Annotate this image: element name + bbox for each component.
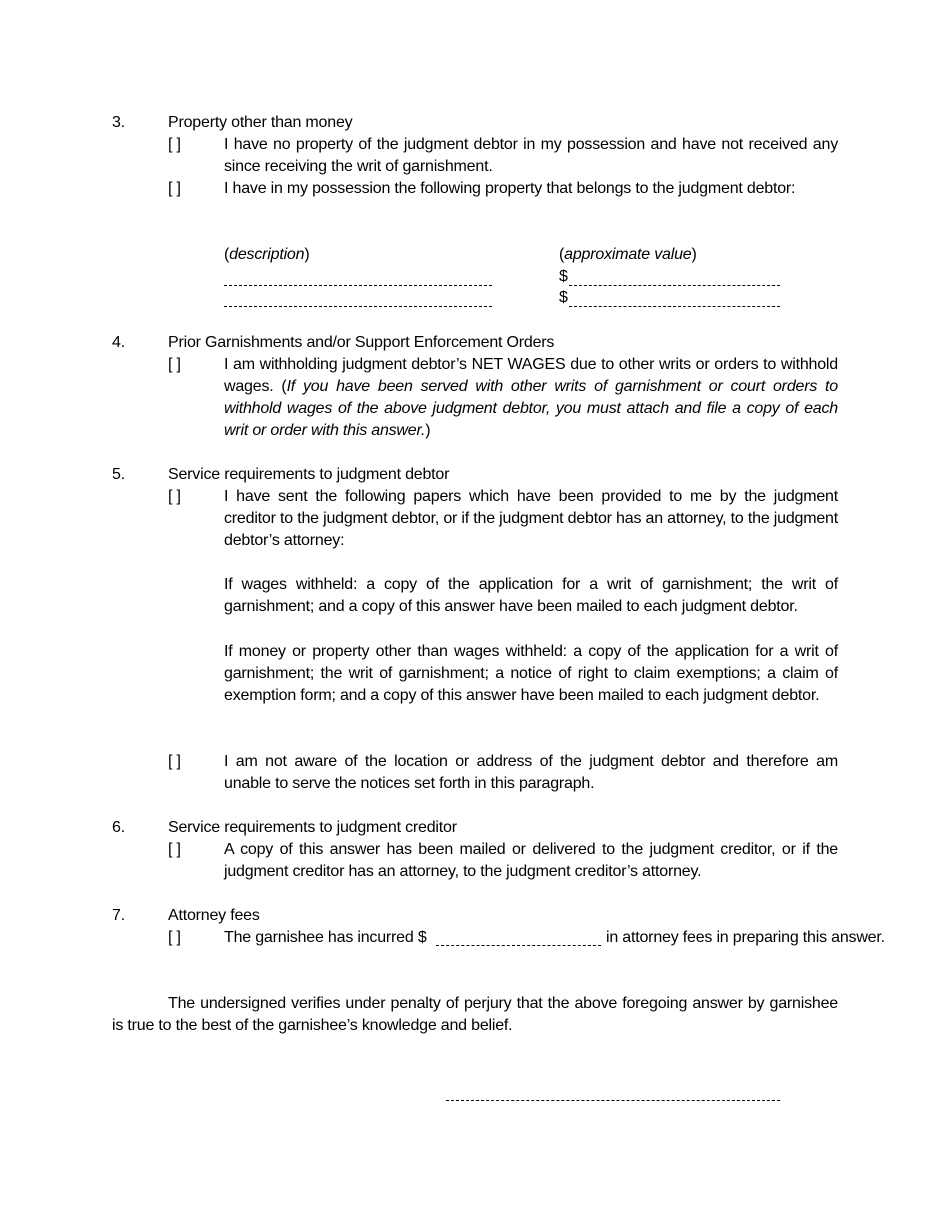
section-3-item-1: I have no property of the judgment debtor in my possession and have not received any since receiving the writ of garnishment. [224, 136, 838, 175]
section-3-heading: Property other than money [168, 114, 353, 131]
section-7-checkbox-1[interactable]: [ ] [168, 929, 181, 946]
section-5-number: 5. [112, 466, 125, 483]
section-5-checkbox-2[interactable]: [ ] [168, 753, 181, 770]
section-3-checkbox-2[interactable]: [ ] [168, 180, 181, 197]
value-field-1[interactable] [569, 285, 780, 286]
section-7-heading: Attorney fees [168, 907, 260, 924]
section-5-item-1: I have sent the following papers which have been provided to me by the judgment creditor to the judgment debtor, or if the judgment debtor has an attorney, to the judgment debtor’s attorney: [224, 488, 838, 549]
dollar-sign-2: $ [559, 289, 568, 306]
description-label-text: description [229, 246, 305, 263]
section-4-item-1: I am withholding judgment debtor’s NET WAGES due to other writs or orders to withhold wages. (If you have been served with other writs of garnishment or court orders to withhold wages of the above judgment debtor, you must attach and file a copy of each writ or order with this answer.) [224, 356, 839, 439]
section-3-item-2: I have in my possession the following property that belongs to the judgment debtor: [224, 180, 796, 197]
section-4-number: 4. [112, 334, 125, 351]
section-6-number: 6. [112, 819, 125, 836]
value-label-text: approximate value [564, 246, 692, 263]
section-6-item-1: A copy of this answer has been mailed or delivered to the judgment creditor, or if the judgment creditor has an attorney, to the judgment creditor’s attorney. [224, 841, 838, 880]
signature-line[interactable] [446, 1100, 780, 1101]
section-5-wages-paragraph: If wages withheld: a copy of the application for a writ of garnishment; the writ of garnishment; and a copy of this answer have been mailed to each judgment debtor. [224, 576, 838, 615]
section-7-number: 7. [112, 907, 125, 924]
section-5-other-paragraph: If money or property other than wages withheld: a copy of the application for a writ of garnishment; the writ of garnishment; a notice of right to claim exemptions; a claim of exemption form; and a copy of this answer have been mailed to each judgment debtor. [224, 643, 838, 704]
section-5-heading: Service requirements to judgment debtor [168, 466, 450, 483]
attorney-fees-field[interactable] [436, 945, 601, 946]
description-label: (description) [224, 246, 310, 263]
description-field-1[interactable] [224, 285, 492, 286]
section-3-checkbox-1[interactable]: [ ] [168, 136, 181, 153]
section-6-checkbox-1[interactable]: [ ] [168, 841, 181, 858]
section-7-item-1-post: in attorney fees in preparing this answer. [606, 929, 885, 946]
dollar-sign-1: $ [559, 268, 568, 285]
section-5-checkbox-1[interactable]: [ ] [168, 488, 181, 505]
description-field-2[interactable] [224, 306, 492, 307]
section-5-item-2: I am not aware of the location or address of the judgment debtor and therefore am unable to serve the notices set forth in this paragraph. [224, 753, 838, 792]
verification-statement: The undersigned verifies under penalty of perjury that the above foregoing answer by garnishee is true to the best of the garnishee’s knowledge and belief. [112, 995, 838, 1034]
section-7-item-1-pre: The garnishee has incurred $ [224, 929, 427, 946]
section-4-heading: Prior Garnishments and/or Support Enforcement Orders [168, 334, 555, 351]
value-label: (approximate value) [559, 246, 697, 263]
value-field-2[interactable] [569, 306, 780, 307]
section-3-number: 3. [112, 114, 125, 131]
section-4-item-1-note: If you have been served with other writs of garnishment or court orders to withhold wages of the above judgment debtor, you must attach and file a copy of each writ or order with this answer. [224, 378, 839, 439]
section-6-heading: Service requirements to judgment creditor [168, 819, 457, 836]
section-4-item-1-text: I am withholding judgment debtor’s NET WAGES due to other writs or orders to withhold wages. [224, 356, 838, 395]
section-4-checkbox-1[interactable]: [ ] [168, 356, 181, 373]
